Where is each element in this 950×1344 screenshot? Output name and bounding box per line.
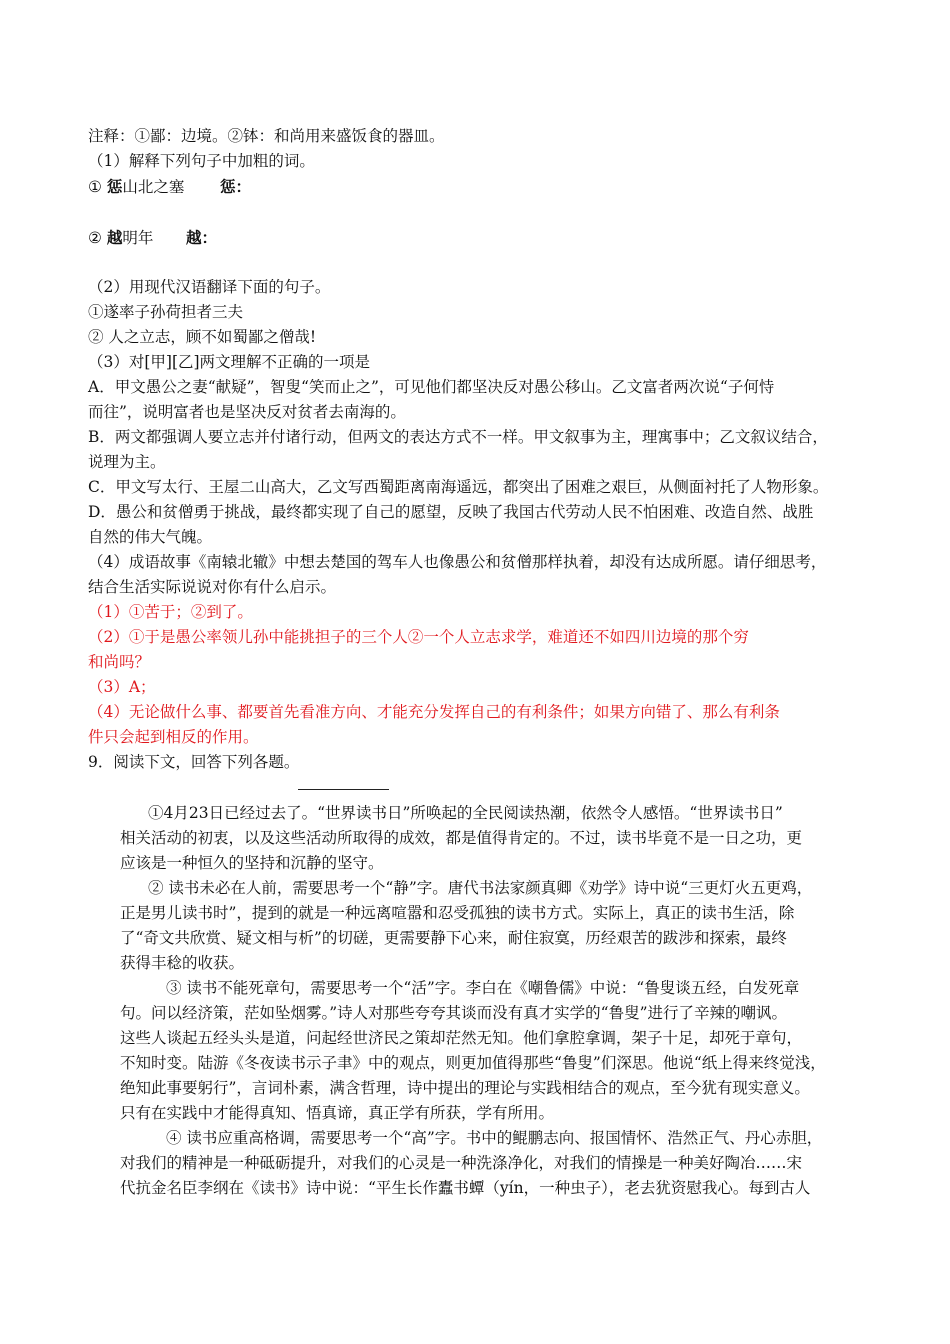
q2-stem: （2）用现代汉语翻译下面的句子。	[88, 278, 331, 296]
q1-item1	[88, 177, 184, 197]
q9-stem: 9．阅读下文，回答下列各题。	[88, 753, 300, 771]
q3-stem: （3）对[甲][乙]两文理解不正确的一项是	[88, 353, 371, 371]
q1-stem: （1）解释下列句子中加粗的词。	[88, 152, 315, 170]
passage-p4-line3: 代抗金名臣李纲在《读书》诗中说：“平生长作蠹书蟫（yín，一种虫子），老去犹资慰我心。每到古人	[120, 1179, 811, 1197]
q1-item1-bold-word: 惩	[106, 177, 123, 196]
q3-option-d-line2: 自然的伟大气魄。	[88, 528, 213, 546]
q1-item2-prefix: ②	[88, 229, 107, 247]
q3-option-d-line1: D．愚公和贫僧勇于挑战，最终都实现了自己的愿望，反映了我国古代劳动人民不怕困难、改造自然、战胜	[88, 503, 814, 521]
q1-item2-bold-word: 越	[106, 228, 123, 247]
q1-item1-prefix: ①	[88, 178, 107, 196]
passage-p3-line3: 这些人谈起五经头头是道，问起经世济民之策却茫然无知。他们拿腔拿调，架子十足，却死于章句，	[120, 1029, 803, 1047]
answer-2-line1: （2）①于是愚公率领儿孙中能挑担子的三个人②一个人立志求学，难道还不如四川边境的那个穷	[88, 628, 749, 646]
passage-p4-line2: 对我们的精神是一种砥砺提升，对我们的心灵是一种洗涤净化，对我们的情操是一种美好陶冶……宋	[120, 1154, 803, 1172]
passage-p2-line2: 正是男儿读书时”，提到的就是一种远离喧嚣和忍受孤独的读书方式。实际上，真正的读书生活，除	[120, 904, 795, 922]
q3-option-c: C．甲文写太行、王屋二山高大，乙文写西蜀距离南海遥远，都突出了困难之艰巨，从侧面衬托了人物形象。	[88, 478, 829, 496]
passage-p1-line2: 相关活动的初衷，以及这些活动所取得的成效，都是值得肯定的。不过，读书毕竟不是一日之功，更	[120, 829, 803, 847]
q1-item2-answer-key: 越：	[186, 228, 218, 247]
passage-p1-line1: ①4月23日已经过去了。“世界读书日”所唤起的全民阅读热潮，依然令人感悟。“世界读书日”	[148, 804, 783, 822]
q1-item2	[88, 228, 153, 248]
annotation-note: 注释：①鄙：边境。②钵：和尚用来盛饭食的器皿。	[88, 127, 445, 145]
q1-item1-rest: 山北之塞	[122, 178, 185, 196]
q3-option-a-line1: A．甲文愚公之妻“献疑”，智叟“笑而止之”，可见他们都坚决反对愚公移山。乙文富者两次说“子何恃	[88, 378, 775, 396]
answer-1: （1）①苦于；②到了。	[88, 603, 253, 621]
q3-option-b-line1: B．两文都强调人要立志并付诸行动，但两文的表达方式不一样。甲文叙事为主，理寓事中；乙文叙议结合，	[88, 428, 828, 446]
passage-p3-line4: 不知时变。陆游《冬夜读书示子聿》中的观点，则更加值得那些“鲁叟”们深思。他说“纸上得来终觉浅，	[120, 1054, 826, 1072]
passage-divider	[298, 789, 389, 790]
passage-p1-line3: 应该是一种恒久的坚持和沉静的坚守。	[120, 854, 384, 872]
passage-p3-line5: 绝知此事要躬行”，言词朴素，满含哲理，诗中提出的理论与实践相结合的观点，至今犹有现实意义。	[120, 1079, 810, 1097]
passage-p2-line4: 获得丰稔的收获。	[120, 954, 245, 972]
q4-stem-line1: （4）成语故事《南辕北辙》中想去楚国的驾车人也像愚公和贫僧那样执着，却没有达成所愿。请仔细思考，	[88, 553, 827, 571]
answer-3: （3）A；	[88, 678, 156, 696]
passage-p3-line1: ③ 读书不能死章句，需要思考一个“活”字。李白在《嘲鲁儒》中说：“鲁叟谈五经，白发死章	[166, 979, 800, 997]
answer-4-line2: 件只会起到相反的作用。	[88, 728, 259, 746]
passage-p3-line2: 句。问以经济策，茫如坠烟雾。”诗人对那些夸夸其谈而没有真才实学的“鲁叟”进行了辛辣的嘲讽。	[120, 1004, 788, 1022]
passage-p2-line1: ② 读书未必在人前，需要思考一个“静”字。唐代书法家颜真卿《劝学》诗中说“三更灯火五更鸡，	[148, 879, 813, 897]
passage-p4-line1: ④ 读书应重高格调，需要思考一个“高”字。书中的鲲鹏志向、报国情怀、浩然正气、丹心赤胆，	[166, 1129, 823, 1147]
answer-2-line2: 和尚吗？	[88, 653, 151, 671]
q4-stem-line2: 结合生活实际说说对你有什么启示。	[88, 578, 337, 596]
passage-p3-line6: 只有在实践中才能得真知、悟真谛，真正学有所获，学有所用。	[120, 1104, 555, 1122]
q2-item2: ② 人之立志，顾不如蜀鄙之僧哉!	[88, 328, 317, 346]
q1-item1-answer-key: 惩：	[220, 177, 252, 196]
answer-4-line1: （4）无论做什么事、都要首先看准方向、才能充分发挥自己的有利条件；如果方向错了、那么有利条	[88, 703, 780, 721]
q1-item2-rest: 明年	[122, 229, 154, 247]
q2-item1: ①遂率子孙荷担者三夫	[88, 303, 244, 321]
passage-p2-line3: 了“奇文共欣赏、疑文相与析”的切磋，更需要静下心来，耐住寂寞，历经艰苦的跋涉和探索，最终	[120, 929, 787, 947]
q3-option-a-line2: 而往”，说明富者也是坚决反对贫者去南海的。	[88, 403, 406, 421]
q3-option-b-line2: 说理为主。	[88, 453, 166, 471]
